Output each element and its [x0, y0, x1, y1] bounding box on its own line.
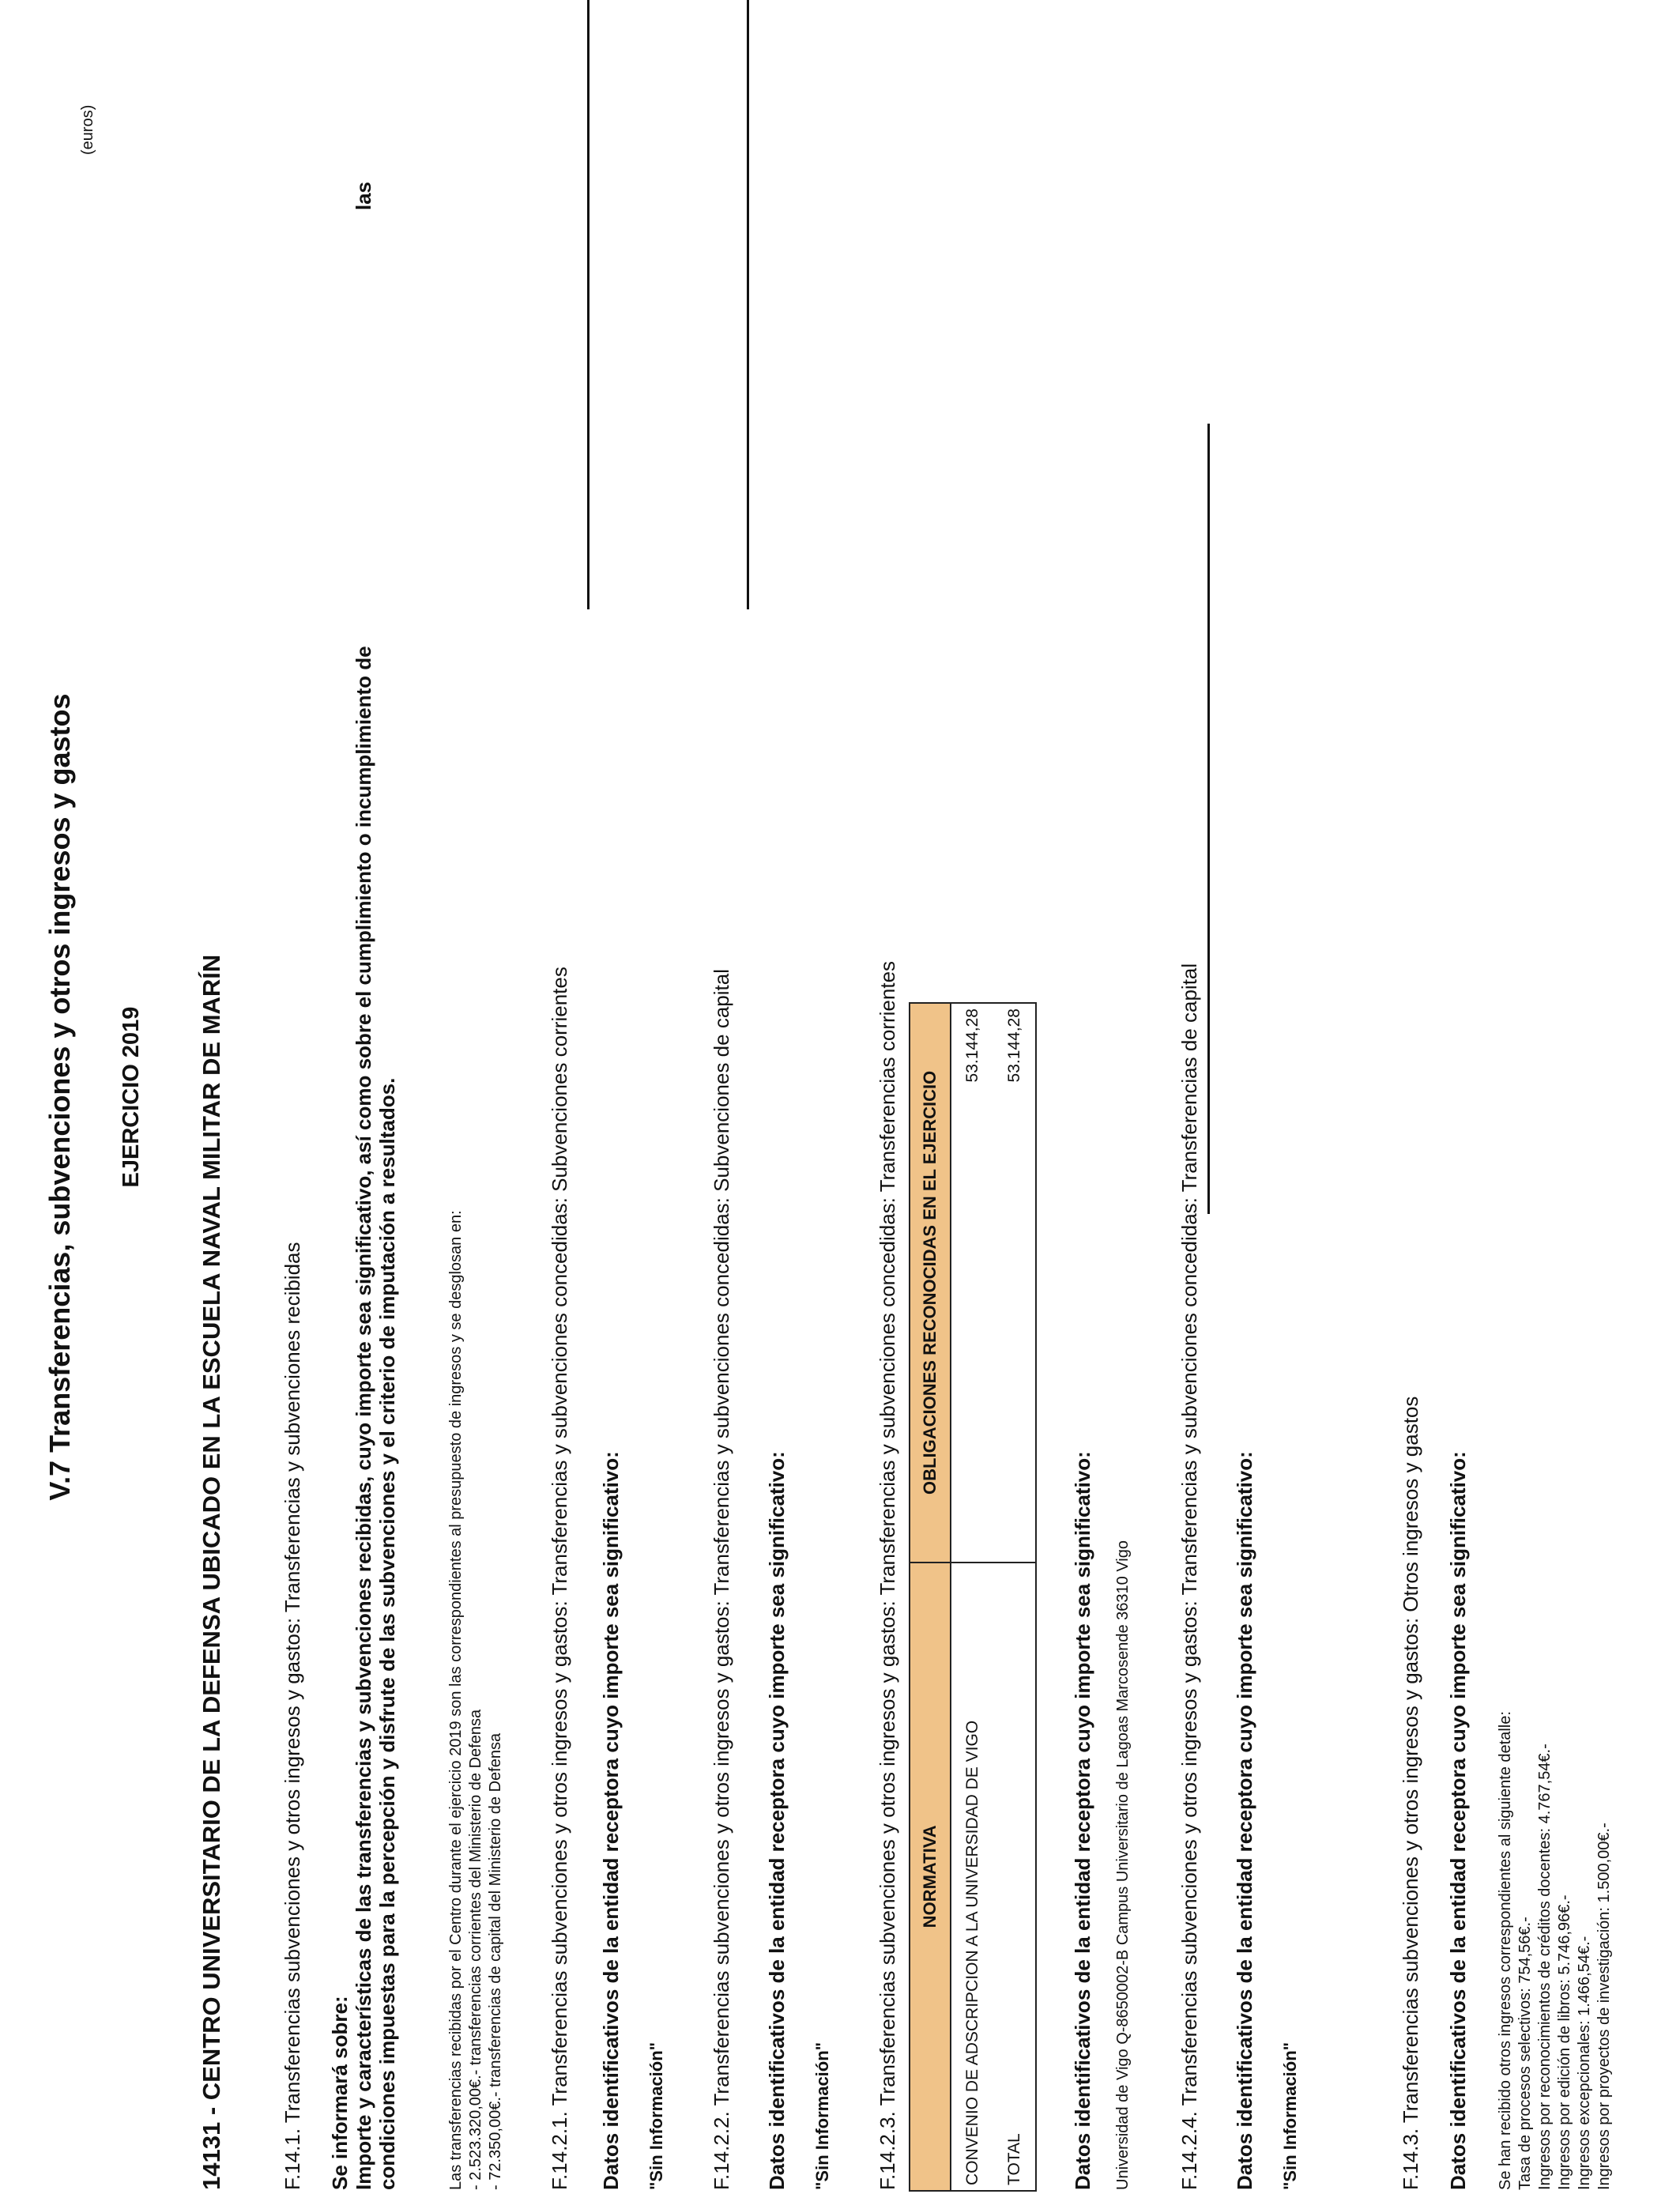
f1424-sin-informacion: "Sin Información" [1280, 2041, 1300, 2190]
col-header-obligaciones: OBLIGACIONES RECONOCIDAS EN EL EJERCICIO [910, 1003, 951, 1563]
f1423-datos-label: Datos identificativos de la entidad receptora cuyo importe sea significativo: [1071, 1451, 1094, 2190]
detail-line: Ingresos por proyectos de investigación: 1.500,00€.- [1595, 1823, 1613, 2190]
table-row-total [993, 1003, 1036, 2191]
section-f1424-heading: F.14.2.4. Transferencias subvenciones y otros ingresos y gastos: Transferencias y subvenciones concedidas: Transferencias de capital [1177, 963, 1201, 2190]
transferencias-table [909, 1002, 1037, 2192]
section-f143-heading: F.14.3. Transferencias subvenciones y otros ingresos y gastos: Otros ingresos y gastos [1399, 1396, 1422, 2190]
cell-total-importe: 53.144,28 [993, 1003, 1036, 1563]
cell-importe: 53.144,28 [951, 1003, 993, 1563]
table-header-row [910, 1003, 951, 2191]
entity-title: 14131 - CENTRO UNIVERSITARIO DE LA DEFENSA UBICADO EN LA ESCUELA NAVAL MILITAR DE MARÍN [198, 954, 225, 2190]
divider [587, 0, 590, 609]
otros-ingresos-detail [1496, 1711, 1614, 2190]
page-title: V.7 Transferencias, subvenciones y otros ingresos y gastos [43, 693, 76, 1501]
detail-line: Se han recibido otros ingresos correspondientes al siguiente detalle: [1497, 1711, 1514, 2190]
receptor-info: Universidad de Vigo Q-8650002-B Campus Universitario de Lagoas Marcosende 36310 Vigo [1114, 1540, 1132, 2190]
divider [747, 0, 749, 609]
section-f1422-heading: F.14.2.2. Transferencias subvenciones y otros ingresos y gastos: Transferencias y subvenciones concedidas: Subvenciones de capital [710, 969, 733, 2190]
section-f1421-heading: F.14.2.1. Transferencias subvenciones y otros ingresos y gastos: Transferencias y subvenciones concedidas: Subvenciones corrientes [548, 967, 571, 2190]
currency-note: (euros) [79, 104, 96, 155]
f1422-datos-label: Datos identificativos de la entidad receptora cuyo importe sea significativo: [765, 1451, 789, 2190]
f1424-datos-label: Datos identificativos de la entidad receptora cuyo importe sea significativo: [1233, 1451, 1256, 2190]
f1421-sin-informacion: "Sin Información" [646, 2041, 666, 2190]
detail-line: Ingresos por reconocimientos de créditos docentes: 4.767,54€.- [1536, 1744, 1554, 2190]
table-row [951, 1003, 993, 2191]
detail-line: Ingresos por edición de libros: 5.746,96€.- [1556, 1894, 1573, 2190]
detail-line: Ingresos excepcionales: 1.466,54€.- [1576, 1936, 1593, 2190]
section-f141-heading: F.14.1. Transferencias subvenciones y otros ingresos y gastos: Transferencias y subvenciones recibidas [281, 1242, 304, 2190]
inform-line-1-end: las [352, 181, 375, 210]
ejercicio-label: EJERCICIO 2019 [119, 1006, 144, 1188]
inform-line-1: Importe y características de las transferencias y subvenciones recibidas, cuyo importe sea significativo, así como sobre el cumplimiento o incumplimiento de [352, 646, 375, 2190]
cell-total-label: TOTAL [993, 1563, 1036, 2191]
transfer-item: - 2.523.320,00€.- transferencias corrientes del Ministerio de Defensa [467, 1709, 484, 2190]
col-header-normativa: NORMATIVA [910, 1563, 951, 2191]
transfer-detail [446, 1210, 506, 2190]
transfer-intro: Las transferencias recibidas por el Centro durante el ejercicio 2019 son las correspondientes al presupuesto de ingresos y se desglosan en: [447, 1210, 465, 2190]
f1421-datos-label: Datos identificativos de la entidad receptora cuyo importe sea significativo: [599, 1451, 623, 2190]
f1422-sin-informacion: "Sin Información" [812, 2041, 832, 2190]
inform-line-2: condiciones impuestas para la percepción y disfrute de las subvenciones y el criterio de imputación a resultados. [375, 1077, 399, 2190]
transfer-item: - 72.350,00€.- transferencias de capital del Ministerio de Defensa [487, 1732, 504, 2190]
f143-datos-label: Datos identificativos de la entidad receptora cuyo importe sea significativo: [1446, 1451, 1470, 2190]
section-f1423-heading: F.14.2.3. Transferencias subvenciones y otros ingresos y gastos: Transferencias y subvenciones concedidas: Transferencias corrientes [876, 960, 899, 2190]
inform-label: Se informará sobre: [328, 1996, 352, 2190]
divider [1207, 424, 1210, 1214]
cell-normativa: CONVENIO DE ADSCRIPCION A LA UNIVERSIDAD DE VIGO [951, 1563, 993, 2191]
detail-line: Tasa de procesos selectivos: 754,56€.- [1516, 1917, 1534, 2190]
